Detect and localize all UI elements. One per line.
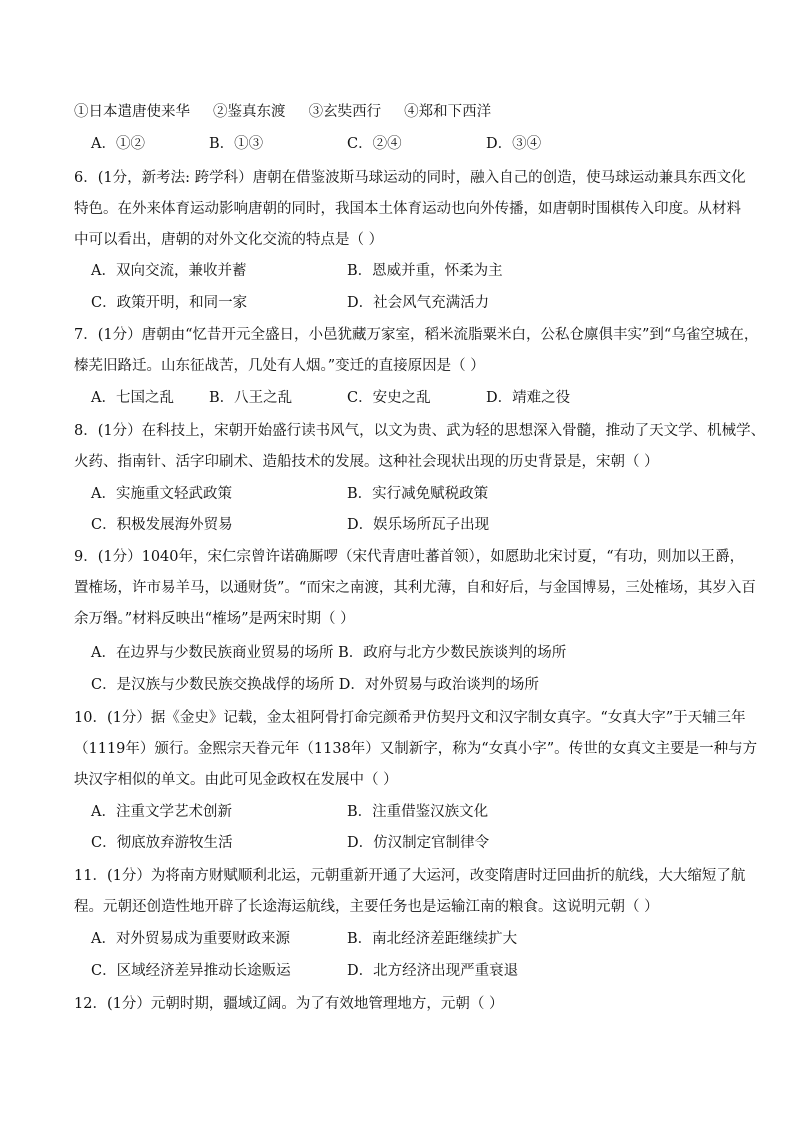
q5-option-a[interactable]: A．①② — [91, 136, 145, 152]
q7-stem-line: 榛芜旧路迁。山东征战苦，几处有人烟。”变迁的直接原因是（ ） — [74, 358, 485, 374]
q9-stem-line: 9．(1分）1040年，宋仁宗曾许诺确厮啰（宋代青唐吐蕃首领），如愿助北宋讨夏，“有功，则加以王爵， — [74, 549, 745, 565]
q5-item: ④郑和下西洋 — [404, 104, 492, 120]
q8-stem-line: 8．(1分）在科技上，宋朝开始盛行读书风气，以文为贵、武为轻的思想深入骨髓，推动了天文学、机械学、 — [74, 423, 766, 439]
q11-option-d[interactable]: D．北方经济出现严重衰退 — [347, 963, 519, 979]
q9-option-ab[interactable]: A．在边界与少数民族商业贸易的场所 B．政府与北方少数民族谈判的场所 — [91, 645, 567, 661]
q9-stem-line: 置榷场，许市易羊马，以通财货”。“而宋之南渡，其利尤薄，自和好后，与金国博易，三处榷场，其岁入百 — [74, 580, 756, 596]
q5-item: ②鉴真东渡 — [213, 104, 286, 120]
q11-option-a[interactable]: A．对外贸易成为重要财政来源 — [91, 931, 290, 947]
q8-option-c[interactable]: C．积极发展海外贸易 — [91, 517, 233, 533]
q10-option-d[interactable]: D．仿汉制定官制律令 — [347, 835, 490, 851]
q10-stem-line: （1119年）颁行。金熙宗天眷元年（1138年）又制新字，称为“女真小字”。传世的女真文主要是一种与方 — [74, 741, 758, 757]
q6-stem-line: 6．(1分，新考法: 跨学科）唐朝在借鉴波斯马球运动的同时，融入自己的创造，使马球运动兼具东西文化 — [74, 170, 746, 186]
q12-stem-line: 12．(1分）元朝时期，疆域辽阔。为了有效地管理地方，元朝（ ） — [74, 996, 504, 1012]
q7-option-c[interactable]: C．安史之乱 — [347, 390, 431, 406]
q7-option-d[interactable]: D．靖难之役 — [486, 390, 571, 406]
q5-option-c[interactable]: C．②④ — [347, 136, 402, 152]
q8-stem-line: 火药、指南针、活字印刷术、造船技术的发展。这种社会现状出现的历史背景是，宋朝（ ） — [74, 454, 659, 470]
q6-stem-line: 中可以看出，唐朝的对外文化交流的特点是（ ） — [74, 232, 384, 248]
q5-items-line — [74, 102, 491, 122]
q6-option-d[interactable]: D．社会风气充满活力 — [347, 295, 490, 311]
q10-option-b[interactable]: B．注重借鉴汉族文化 — [347, 804, 489, 820]
q7-stem-line: 7．(1分）唐朝由“忆昔开元全盛日，小邑犹藏万家室，稻米流脂粟米白，公私仓廪俱丰实”到“乌雀空城在， — [74, 327, 759, 343]
q7-option-a[interactable]: A．七国之乱 — [91, 390, 174, 406]
q10-option-c[interactable]: C．彻底放弃游牧生活 — [91, 835, 233, 851]
q10-option-a[interactable]: A．注重文学艺术创新 — [91, 804, 232, 820]
q6-stem-line: 特色。在外来体育运动影响唐朝的同时，我国本土体育运动也向外传播，如唐朝时围棋传入印度。从材料 — [74, 201, 741, 217]
q6-option-c[interactable]: C．政策开明，和同一家 — [91, 295, 248, 311]
q5-item: ①日本遣唐使来华 — [74, 104, 190, 120]
q10-stem-line: 10．(1分）据《金史》记载，金太祖阿骨打命完颜希尹仿契丹文和汉字制女真字。“女真大字”于天辅三年 — [74, 710, 746, 726]
q10-stem-line: 块汉字相似的单文。由此可见金政权在发展中（ ） — [74, 772, 398, 788]
q5-option-b[interactable]: B．①③ — [209, 136, 264, 152]
q7-option-b[interactable]: B．八王之乱 — [209, 390, 293, 406]
q6-option-a[interactable]: A．双向交流，兼收并蓄 — [91, 263, 247, 279]
q6-option-b[interactable]: B．恩威并重，怀柔为主 — [347, 263, 503, 279]
q8-option-d[interactable]: D．娱乐场所瓦子出现 — [347, 517, 490, 533]
q5-item: ③玄奘西行 — [308, 104, 382, 120]
q11-stem-line: 11．(1分）为将南方财赋顺利北运，元朝重新开通了大运河，改变隋唐时迂回曲折的航线，大大缩短了航 — [74, 868, 746, 884]
q11-option-c[interactable]: C．区域经济差异推动长途贩运 — [91, 963, 291, 979]
q5-option-d[interactable]: D．③④ — [486, 136, 542, 152]
q9-stem-line: 余万缗。”材料反映出“榷场”是两宋时期（ ） — [74, 611, 355, 627]
q8-option-b[interactable]: B．实行减免赋税政策 — [347, 486, 489, 502]
q9-option-cd[interactable]: C．是汉族与少数民族交换战俘的场所 D．对外贸易与政治谈判的场所 — [91, 677, 539, 693]
q11-stem-line: 程。元朝还创造性地开辟了长途海运航线，主要任务也是运输江南的粮食。这说明元朝（ ） — [74, 899, 659, 915]
q11-option-b[interactable]: B．南北经济差距继续扩大 — [347, 931, 518, 947]
q8-option-a[interactable]: A．实施重文轻武政策 — [91, 486, 232, 502]
